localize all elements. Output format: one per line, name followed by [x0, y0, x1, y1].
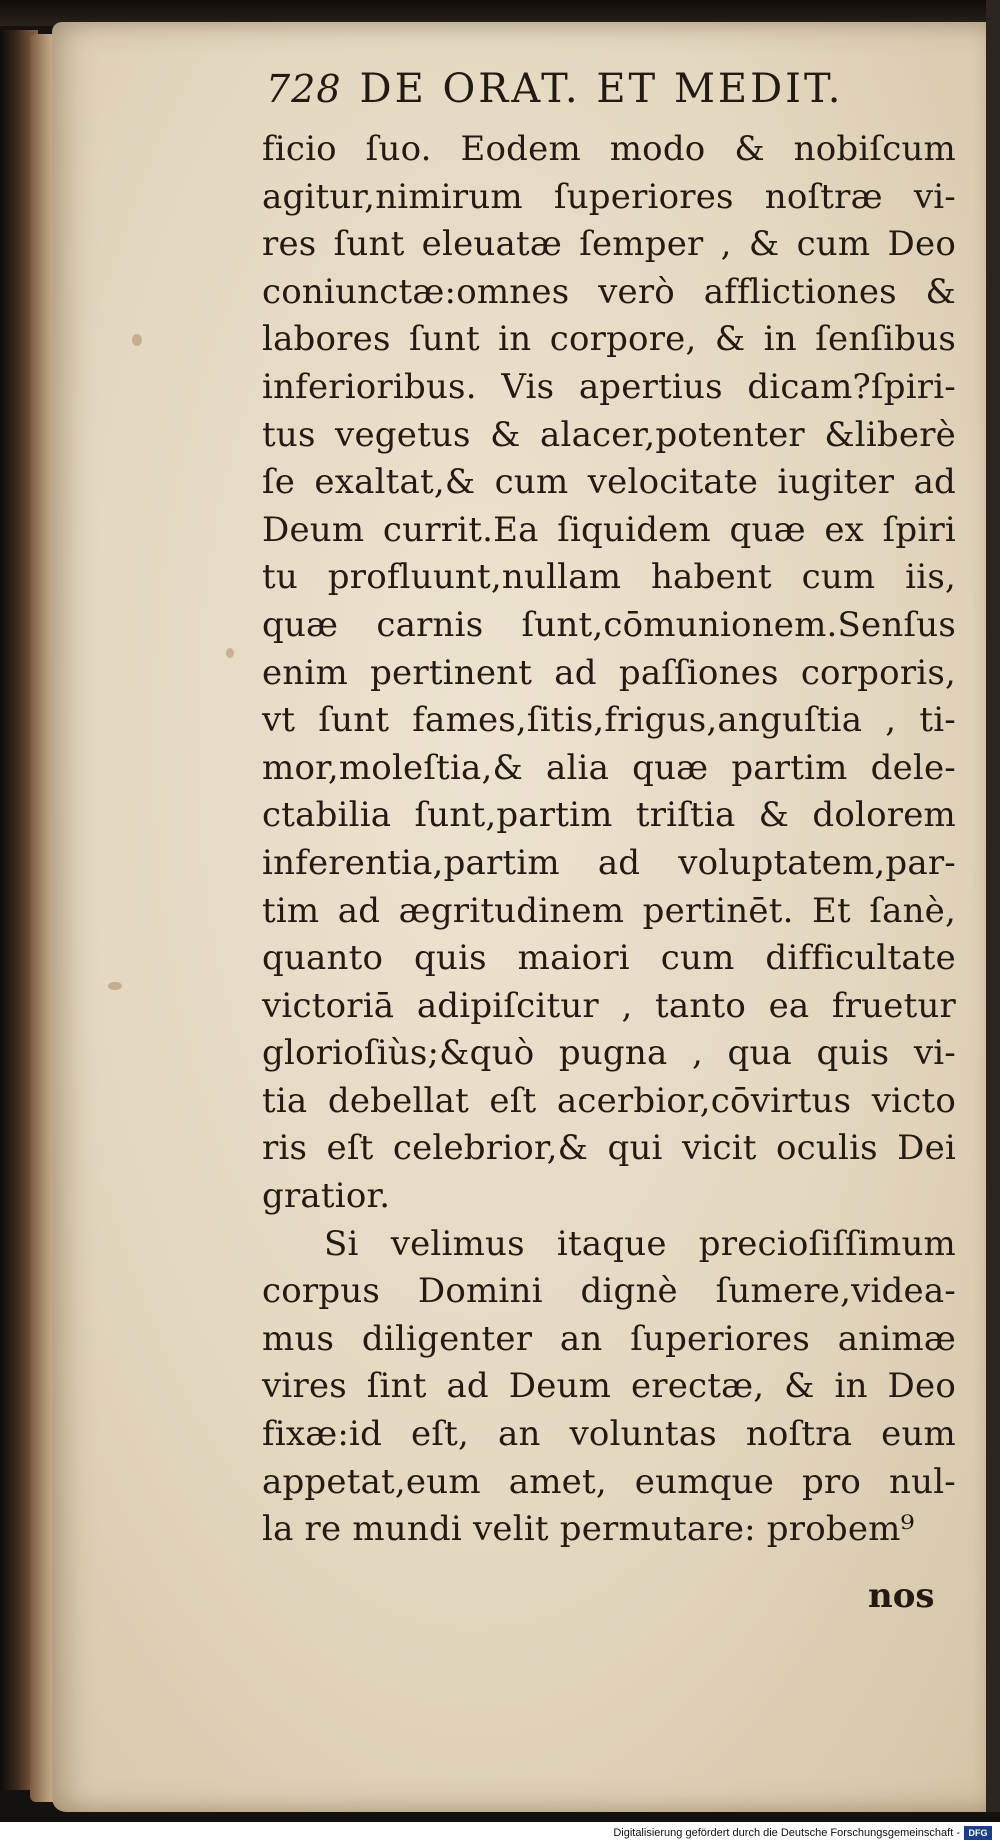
text-line: labores ſunt in corpore, & in ſenſibus — [262, 319, 956, 360]
text-line: coniunctæ:omnes verò afflictiones & — [262, 271, 956, 312]
page-number: 728 — [266, 67, 342, 111]
text-line: Deum currit.Ea ſiquidem quæ ex ſpiri — [262, 509, 956, 550]
text-line: inferioribus. Vis apertius dicam?ſpiri- — [262, 366, 956, 407]
text-line: mus diligenter an ſuperiores animæ — [262, 1318, 956, 1359]
body-text — [262, 126, 956, 1554]
text-line: agitur,nimirum ſuperiores noſtræ vi- — [262, 176, 956, 217]
text-line: tim ad ægritudinem pertinēt. Et ſanè, — [262, 890, 956, 931]
text-line: glorioſiùs;&quò pugna , qua quis vi- — [262, 1033, 956, 1074]
text-line: vires ſint ad Deum erectæ, & in Deo — [262, 1366, 956, 1407]
running-header — [266, 66, 946, 122]
text-line: Si velimus itaque precioſiſſimum — [324, 1223, 956, 1264]
paper-stain — [108, 982, 122, 990]
text-line: vt ſunt fames,ſitis,frigus,anguſtia , ti- — [262, 700, 956, 741]
text-line: res ſunt eleuatæ ſemper , & cum Deo — [262, 224, 956, 265]
text-line: ris eſt celebrior,& qui vicit oculis Dei — [262, 1128, 956, 1169]
text-line: ctabilia ſunt,partim triſtia & dolorem — [262, 795, 956, 836]
text-line: gratior. — [262, 1176, 391, 1217]
text-line: tia debellat eſt acerbior,cōvirtus victo — [262, 1080, 956, 1121]
text-line: quanto quis maiori cum difficultate — [262, 938, 956, 979]
paper-stain — [132, 334, 142, 346]
paper-stain — [226, 648, 234, 658]
catchword: nos — [868, 1576, 935, 1616]
text-line: fixæ:id eſt, an voluntas noſtra eum — [262, 1414, 956, 1455]
text-line: mor,moleſtia,& alia quæ partim dele- — [262, 747, 956, 788]
text-line: victoriā adipiſcitur , tanto ea fruetur — [262, 985, 956, 1026]
text-line: la re mundi velit permutare: probem⁹ — [262, 1509, 915, 1550]
text-line: tu profluunt,nullam habent cum iis, — [262, 557, 956, 598]
digitization-credit: Digitalisierung gefördert durch die Deutsche Forschungsgemeinschaft - — [613, 1827, 960, 1839]
dfg-logo: DFG — [964, 1826, 992, 1840]
text-line: tus vegetus & alacer,potenter &liberè — [262, 414, 956, 455]
text-line: corpus Domini dignè ſumere,videa- — [262, 1271, 956, 1312]
running-title: DE ORAT. ET MEDIT. — [359, 66, 844, 112]
scan-right-edge — [986, 0, 1000, 1844]
text-line: quæ carnis ſunt,cōmunionem.Senſus — [262, 604, 956, 645]
text-line: ficio ſuo. Eodem modo & nobiſcum — [262, 129, 956, 169]
text-line: ſe exaltat,& cum velocitate iugiter ad — [262, 462, 956, 503]
text-line: enim pertinent ad paſſiones corporis, — [262, 652, 956, 693]
text-line: appetat,eum amet, eumque pro nul- — [262, 1461, 956, 1502]
text-line: inferentia,partim ad voluptatem,par- — [262, 842, 956, 883]
